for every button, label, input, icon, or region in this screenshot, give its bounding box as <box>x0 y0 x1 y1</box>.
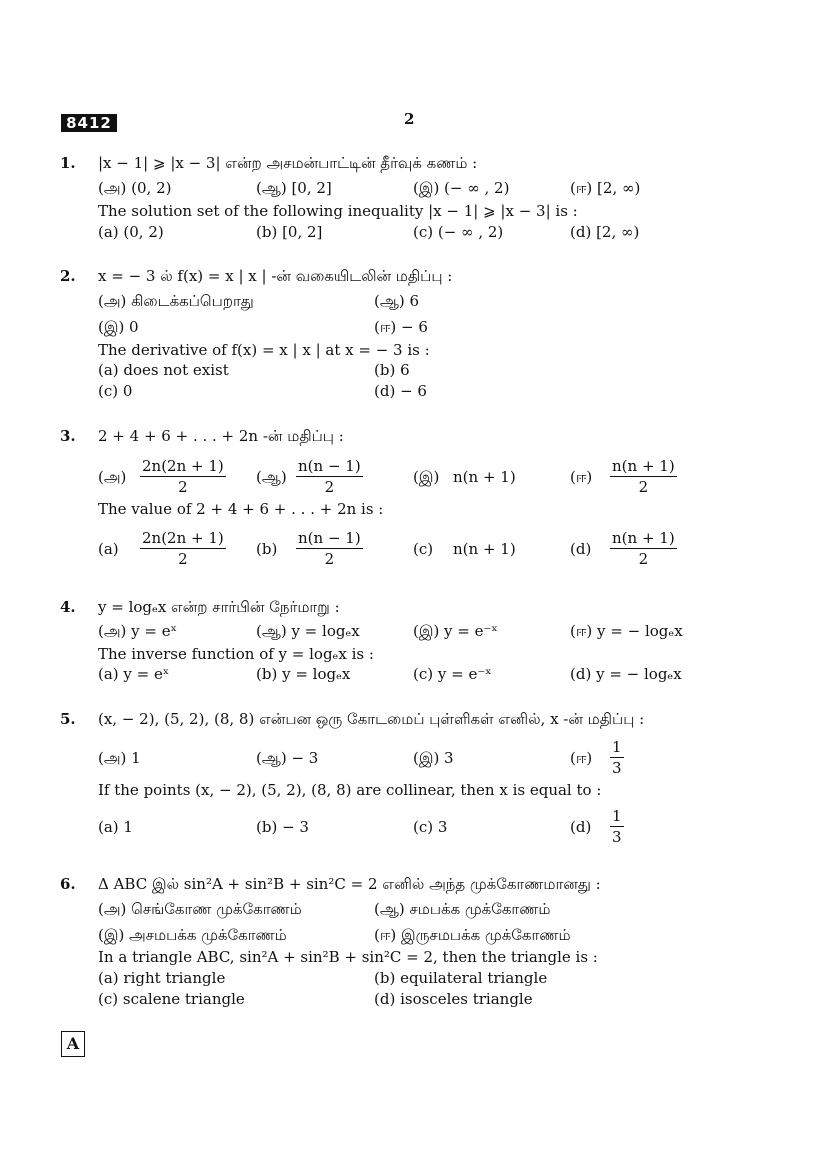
option-english-a: (a) right triangle <box>98 969 226 987</box>
numerator: n(n + 1) <box>612 457 675 475</box>
option-english-b: (b) [0, 2] <box>256 223 323 241</box>
option-tamil-b: (ஆ) y = logₑx <box>256 622 360 640</box>
option-tamil-a: (அ) (0, 2) <box>98 179 172 197</box>
option-english-b: (b) equilateral triangle <box>374 969 548 987</box>
option-tamil-d: (ஈ) இருசமபக்க முக்கோணம் <box>374 926 571 944</box>
question-number: 5. <box>60 710 76 728</box>
denominator: 2 <box>178 550 188 568</box>
question-number: 3. <box>60 427 76 445</box>
option-english-a-fraction <box>140 529 226 568</box>
option-english-c: (c) 3 <box>413 818 448 836</box>
option-tamil-a: (அ) கிடைக்கப்பெறாது <box>98 292 254 310</box>
option-english-c: (c) (− ∞ , 2) <box>413 223 504 241</box>
option-english-b: (b) − 3 <box>256 818 309 836</box>
option-tamil-a: (அ) செங்கோண முக்கோணம் <box>98 900 302 918</box>
option-tamil-d: (ஈ) − 6 <box>374 318 428 336</box>
question-text-english: The derivative of f(x) = x | x | at x = − 3 is : <box>98 341 430 359</box>
question-text-tamil: Δ ABC இல் sin²A + sin²B + sin²C = 2 எனில் அந்த முக்கோணமானது : <box>98 875 601 893</box>
option-english-c-value: n(n + 1) <box>453 540 516 558</box>
option-tamil-d: (ஈ) y = − logₑx <box>570 622 683 640</box>
option-tamil-a-fraction <box>140 457 226 496</box>
option-english-b-label: (b) <box>256 540 278 558</box>
option-english-d: (d) y = − logₑx <box>570 665 682 683</box>
paper-code: 8412 <box>61 114 117 132</box>
option-english-a: (a) y = eˣ <box>98 665 170 683</box>
option-english-c: (c) y = e⁻ˣ <box>413 665 492 683</box>
option-english-d-fraction <box>610 807 624 846</box>
question-number: 1. <box>60 154 76 172</box>
option-tamil-c: (இ) 3 <box>413 749 454 767</box>
question-text-english: If the points (x, − 2), (5, 2), (8, 8) are collinear, then x is equal to : <box>98 781 602 799</box>
denominator: 3 <box>612 828 622 846</box>
option-tamil-b: (ஆ) [0, 2] <box>256 179 332 197</box>
denominator: 3 <box>612 759 622 777</box>
option-tamil-d-fraction <box>610 457 677 496</box>
option-tamil-c-value: n(n + 1) <box>453 468 516 486</box>
denominator: 2 <box>638 550 649 568</box>
option-english-c: (c) scalene triangle <box>98 990 245 1008</box>
option-english-d: (d) isosceles triangle <box>374 990 533 1008</box>
numerator: 2n(2n + 1) <box>142 529 224 547</box>
question-text-tamil: (x, − 2), (5, 2), (8, 8) என்பன ஒரு கோடமைப் புள்ளிகள் எனில், x -ன் மதிப்பு : <box>98 710 645 728</box>
option-english-d: (d) [2, ∞) <box>570 223 640 241</box>
question-number: 6. <box>60 875 76 893</box>
option-english-d-label: (d) <box>570 540 592 558</box>
option-tamil-b: (ஆ) 6 <box>374 292 419 310</box>
option-tamil-b: (ஆ) சமபக்க முக்கோணம் <box>374 900 551 918</box>
option-english-c-label: (c) <box>413 540 434 558</box>
option-tamil-c-label: (இ) <box>413 468 440 486</box>
option-tamil-a: (அ) 1 <box>98 749 141 767</box>
page-number: 2 <box>404 110 415 128</box>
option-tamil-b-fraction <box>296 457 363 496</box>
denominator: 2 <box>178 478 188 496</box>
option-tamil-d-label: (ஈ) <box>570 468 593 486</box>
option-tamil-c: (இ) அசமபக்க முக்கோணம் <box>98 926 287 944</box>
question-text-tamil: x = − 3 ல் f(x) = x | x | -ன் வகையிடலின் மதிப்பு : <box>98 267 453 285</box>
option-tamil-d: (ஈ) [2, ∞) <box>570 179 641 197</box>
option-english-c: (c) 0 <box>98 382 133 400</box>
denominator: 2 <box>324 478 335 496</box>
numerator: 1 <box>612 807 622 825</box>
denominator: 2 <box>324 550 335 568</box>
option-english-b-fraction <box>296 529 363 568</box>
option-tamil-c: (இ) 0 <box>98 318 139 336</box>
option-tamil-d: (ஈ) <box>570 749 593 767</box>
question-text-tamil: 2 + 4 + 6 + . . . + 2n -ன் மதிப்பு : <box>98 427 344 445</box>
option-tamil-a-label: (அ) <box>98 468 127 486</box>
numerator: n(n − 1) <box>298 529 361 547</box>
option-english-a: (a) does not exist <box>98 361 229 379</box>
numerator: 2n(2n + 1) <box>142 457 224 475</box>
option-tamil-c: (இ) (− ∞ , 2) <box>413 179 510 197</box>
question-text-english: The inverse function of y = logₑx is : <box>98 645 374 663</box>
question-text-tamil: |x − 1| ⩾ |x − 3| என்ற அசமன்பாட்டின் தீர்வுக் கணம் : <box>98 154 478 172</box>
option-english-b: (b) 6 <box>374 361 410 379</box>
numerator: n(n − 1) <box>298 457 361 475</box>
option-english-d-fraction <box>610 529 677 568</box>
option-tamil-d-fraction <box>610 738 624 777</box>
question-text-tamil: y = logₑx என்ற சார்பின் நேர்மாறு : <box>98 598 340 616</box>
question-number: 4. <box>60 598 76 616</box>
option-tamil-b-label: (ஆ) <box>256 468 287 486</box>
denominator: 2 <box>638 478 649 496</box>
option-english-b: (b) y = logₑx <box>256 665 351 683</box>
option-english-d: (d) − 6 <box>374 382 427 400</box>
option-english-a-label: (a) <box>98 540 119 558</box>
option-tamil-a: (அ) y = eˣ <box>98 622 177 640</box>
option-english-d: (d) <box>570 818 592 836</box>
question-text-english: The solution set of the following inequality |x − 1| ⩾ |x − 3| is : <box>98 202 578 220</box>
option-tamil-b: (ஆ) − 3 <box>256 749 319 767</box>
numerator: n(n + 1) <box>612 529 675 547</box>
option-english-a: (a) (0, 2) <box>98 223 164 241</box>
option-english-a: (a) 1 <box>98 818 133 836</box>
question-text-english: In a triangle ABC, sin²A + sin²B + sin²C = 2, then the triangle is : <box>98 948 598 966</box>
numerator: 1 <box>612 738 622 756</box>
question-text-english: The value of 2 + 4 + 6 + . . . + 2n is : <box>98 500 384 518</box>
question-number: 2. <box>60 267 76 285</box>
option-tamil-c: (இ) y = e⁻ˣ <box>413 622 498 640</box>
booklet-series-box: A <box>61 1031 85 1057</box>
